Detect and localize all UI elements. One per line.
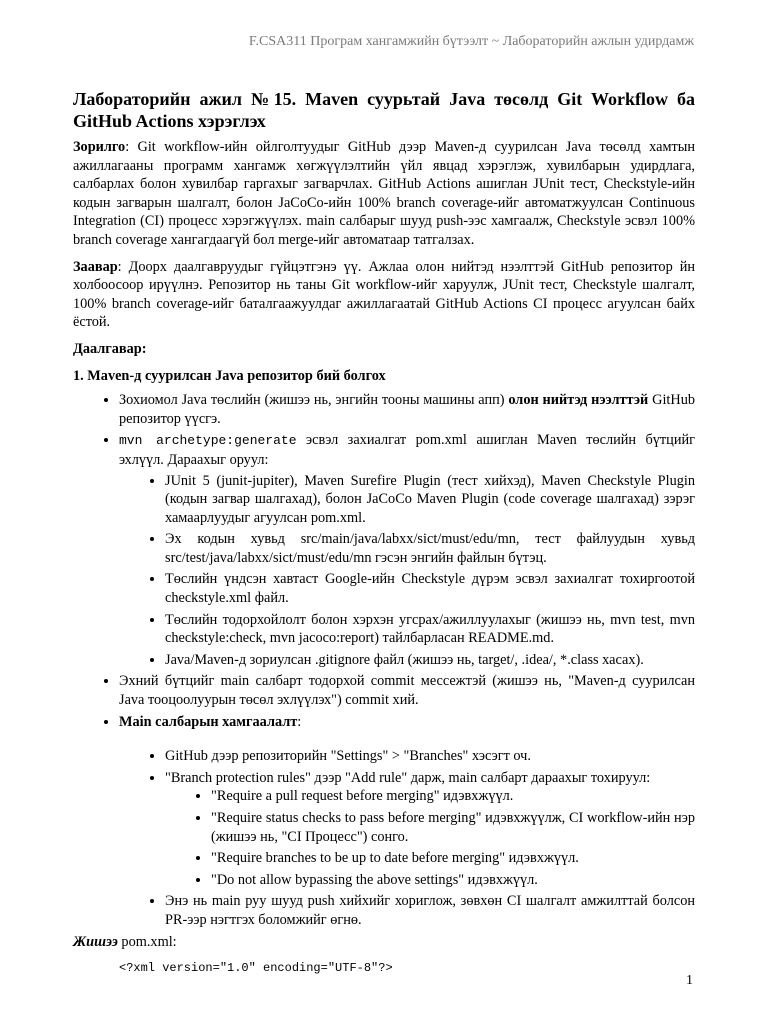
document-body <box>73 88 695 975</box>
list-item: • Эх кодын хувьд src/main/java/labxx/sict/must/edu/mn, тест файлуудын хувьд src/test/java/labxx/sict/must/edu/mn гэсэн энгийн файлын бүтэц. <box>165 530 695 567</box>
protection-rules-list <box>165 787 695 889</box>
list-item: • "Branch protection rules" дээр "Add rule" дарж, main салбарт дараахыг тохируул: • "Require a pull request before merging" идэвхжүүл. • "Require status checks to pass before merging" идэвхжүүлж, CI workflow-ийн нэр (жишээ нь, "CI Процесс") сонго. • "Require branches to be up to date before merging" идэвхжүүл. • "Do not allow bypassing the above settings" идэвхжүүл. <box>165 769 695 890</box>
list-item: • "Do not allow bypassing the above settings" идэвхжүүл. <box>211 871 695 890</box>
list-item: • mvn archetype:generate эсвэл захиалгат pom.xml ашиглан Maven төслийн бүтцийг эхлүүл. Дараахыг оруул: • JUnit 5 (junit-jupiter), Maven Surefire Plugin (тест хийхэд), Maven Checkstyle Plugin (кодын загвар шалгахад), болон JaCoCo Maven Plugin (code coverage шалгахад) зэрэг хамаарлуудыг агуулсан pom.xml. • Эх кодын хувьд src/main/java/labxx/sict/must/edu/mn, тест файлуудын хувьд src/test/java/labxx/sict/must/edu/mn гэсэн энгийн файлын бүтэц. • Төслийн үндсэн хавтаст Google-ийн Checkstyle дүрэм эсвэл захиалгат тохиргоотой checkstyle.xml файл. • Төслийн тодорхойлолт болон хэрхэн угсрах/ажиллуулахыг (жишээ нь, mvn test, mvn checkstyle:check, mvn jacoco:report) тайлбарласан README.md. • Java/Maven-д зориулсан .gitignore файл (жишээ нь, target/, .idea/, *.class хасах). <box>119 431 695 669</box>
goal-paragraph <box>73 138 695 250</box>
instruction-paragraph <box>73 258 695 332</box>
inline-code: mvn archetype:generate <box>119 433 297 449</box>
goal-label: Зорилго <box>73 139 126 155</box>
list-item: • Main салбарын хамгаалалт: • GitHub дээр репозиторийн "Settings" > "Branches" хэсэгт оч. • "Branch protection rules" дээр "Add rule" дарж, main салбарт дараахыг тохируул: • "Require a pull request before merging" идэвхжүүл. • "Require status checks to pass before merging" идэвхжүүлж, CI workflow-ийн нэр (жишээ нь, "CI Процесс") сонго. • "Require branches to be up to date before merging" идэвхжүүл. • "Do not allow bypassing the above settings" идэвхжүүл. • Энэ нь main руу шууд push хийхийг хориглож, зөвхөн CI шалгалт амжилттай болсон PR-ээр нэгтгэх боломжийг өгнө. <box>119 713 695 930</box>
page-number: 1 <box>686 973 693 988</box>
document-title: Лабораторийн ажил №15. Maven суурьтай Java төсөлд Git Workflow ба GitHub Actions хэрэглэх <box>73 89 695 131</box>
branch-protection-list <box>119 747 695 929</box>
section-1-list <box>73 391 695 929</box>
list-item: • "Require branches to be up to date before merging" идэвхжүүл. <box>211 849 695 868</box>
list-item: • Java/Maven-д зориулсан .gitignore файл (жишээ нь, target/, .idea/, *.class хасах). <box>165 651 695 670</box>
list-item: • Зохиомол Java төслийн (жишээ нь, энгийн тооны машины апп) олон нийтэд нээлттэй GitHub репозитор үүсгэ. <box>119 391 695 428</box>
goal-text: : Git workflow-ийн ойлголтуудыг GitHub дээр Maven-д суурилсан Java төсөлд хамтын ажиллагааны программ хангамж хөгжүүлэлтийн үйл явцад хэрэглэж, хувилбарын удирдлага, салбарлах болон хувилбар гаргахыг загварчлах. GitHub Actions ашиглан JUnit тест, Checkstyle-ийн кодын загварын шалгалт, болон JaCoCo-ийн 100% branch coverage-ийг автоматжуулсан Continuous Integration (CI) процесс хэрэгжүүлэх. main салбарыг шууд push-ээс хамгаалж, Checkstyle эсвэл 100% branch coverage хангагдаагүй бол merge-ийг автоматаар татгалзах. <box>73 139 695 248</box>
list-item: • JUnit 5 (junit-jupiter), Maven Surefire Plugin (тест хийхэд), Maven Checkstyle Plugin (кодын загвар шалгахад), болон JaCoCo Maven Plugin (code coverage шалгахад) зэрэг хамаарлуудыг агуулсан pom.xml. <box>165 472 695 528</box>
code-block: <?xml version="1.0" encoding="UTF-8"?> <box>119 961 393 976</box>
pom-contents-list <box>119 472 695 670</box>
tasks-label: Даалгавар: <box>73 340 147 357</box>
example-label: Жишээ <box>73 933 118 950</box>
running-header: F.CSA311 Програм хангамжийн бүтээлт ~ Лабораторийн ажлын удирдамж <box>248 34 694 49</box>
list-item: • "Require a pull request before merging" идэвхжүүл. <box>211 787 695 806</box>
list-item: • Төслийн үндсэн хавтаст Google-ийн Checkstyle дүрэм эсвэл захиалгат тохиргоотой checkstyle.xml файл. <box>165 570 695 607</box>
instruction-label: Заавар <box>73 258 118 275</box>
list-item: • Төслийн тодорхойлолт болон хэрхэн угсрах/ажиллуулахыг (жишээ нь, mvn test, mvn checkstyle:check, mvn jacoco:report) тайлбарласан README.md. <box>165 611 695 648</box>
example-line: Жишээ pom.xml: <box>73 933 177 950</box>
list-item: • GitHub дээр репозиторийн "Settings" > "Branches" хэсэгт оч. <box>165 747 695 766</box>
list-item: • Энэ нь main руу шууд push хийхийг хориглож, зөвхөн CI шалгалт амжилттай болсон PR-ээр нэгтгэх боломжийг өгнө. <box>165 892 695 929</box>
list-item: • Эхний бүтцийг main салбарт тодорхой commit мессежтэй (жишээ нь, "Maven-д суурилсан Java тооцоолуурын төсөл эхлүүлэх") commit хий. <box>119 672 695 709</box>
section-1-heading: 1. Maven-д суурилсан Java репозитор бий болгох <box>73 367 386 384</box>
instruction-text: : Доорх даалгавруудыг гүйцэтгэнэ үү. Ажлаа олон нийтэд нээлттэй GitHub репозитор йн холбоосоор ирүүлнэ. Репозитор нь таны Git workflow-ийг харуулж, JUnit тест, Checkstyle шалгалт, 100% branch coverage-ийг баталгаажуулдаг ажиллагаатай GitHub Actions CI процесс агуулсан байх ёстой. <box>73 258 695 331</box>
list-item: • "Require status checks to pass before merging" идэвхжүүлж, CI workflow-ийн нэр (жишээ нь, "CI Процесс") сонго. <box>211 809 695 846</box>
